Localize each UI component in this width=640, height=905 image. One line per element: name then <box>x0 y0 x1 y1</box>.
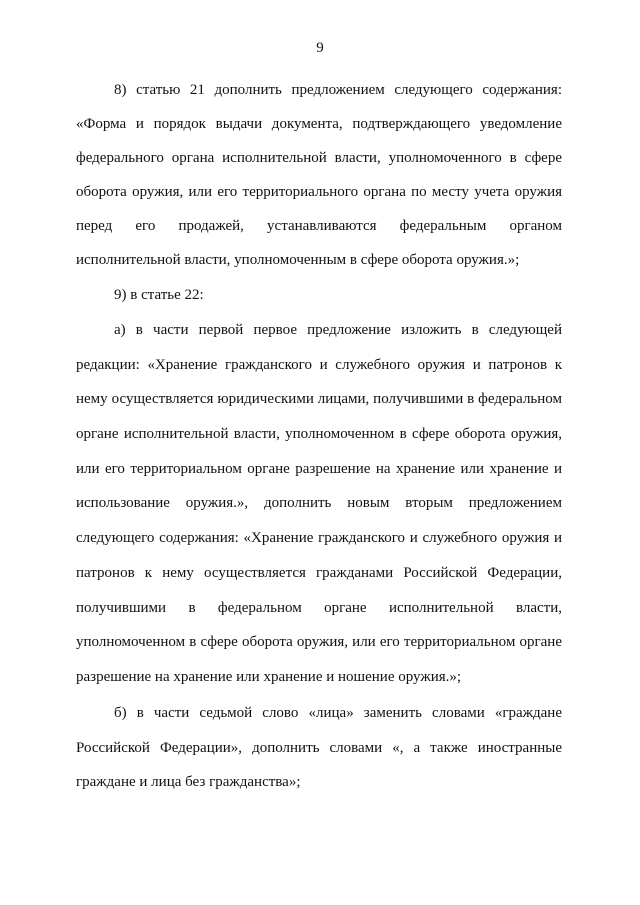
text-line: федерального органа исполнительной власти, уполномоченного в сфере <box>76 150 562 166</box>
page-number: 9 <box>316 40 324 56</box>
text-line: 8) статью 21 дополнить предложением следующего содержания: <box>114 82 562 98</box>
text-line: следующего содержания: «Хранение гражданского и служебного оружия и <box>76 530 562 546</box>
text-line: редакции: «Хранение гражданского и служебного оружия и патронов к <box>76 357 562 373</box>
text-line: б) в части седьмой слово «лица» заменить словами «граждане <box>114 705 562 721</box>
text-line: оборота оружия, или его территориального органа по месту учета оружия <box>76 184 562 200</box>
text-line: или его территориальном органе разрешение на хранение или хранение и <box>76 461 562 477</box>
text-line: нему осуществляется юридическими лицами, получившими в федеральном <box>76 391 562 407</box>
text-line: «Форма и порядок выдачи документа, подтверждающего уведомление <box>76 116 562 132</box>
text-line: патронов к нему осуществляется гражданами Российской Федерации, <box>76 565 562 581</box>
text-line: Российской Федерации», дополнить словами «, а также иностранные <box>76 740 562 756</box>
text-line: органе исполнительной власти, уполномоченном в сфере оборота оружия, <box>76 426 562 442</box>
text-line: граждане и лица без гражданства»; <box>76 774 301 790</box>
text-line: а) в части первой первое предложение изложить в следующей <box>114 322 562 338</box>
text-line: исполнительной власти, уполномоченным в сфере оборота оружия.»; <box>76 252 520 268</box>
text-line: получившими в федеральном органе исполнительной власти, <box>76 600 562 616</box>
text-line: разрешение на хранение или хранение и ношение оружия.»; <box>76 669 462 685</box>
text-line: перед его продажей, устанавливаются федеральным органом <box>76 218 562 234</box>
text-line: использование оружия.», дополнить новым вторым предложением <box>76 495 562 511</box>
text-line: 9) в статье 22: <box>114 287 204 303</box>
text-line: уполномоченном в сфере оборота оружия, или его территориальном органе <box>76 634 562 650</box>
